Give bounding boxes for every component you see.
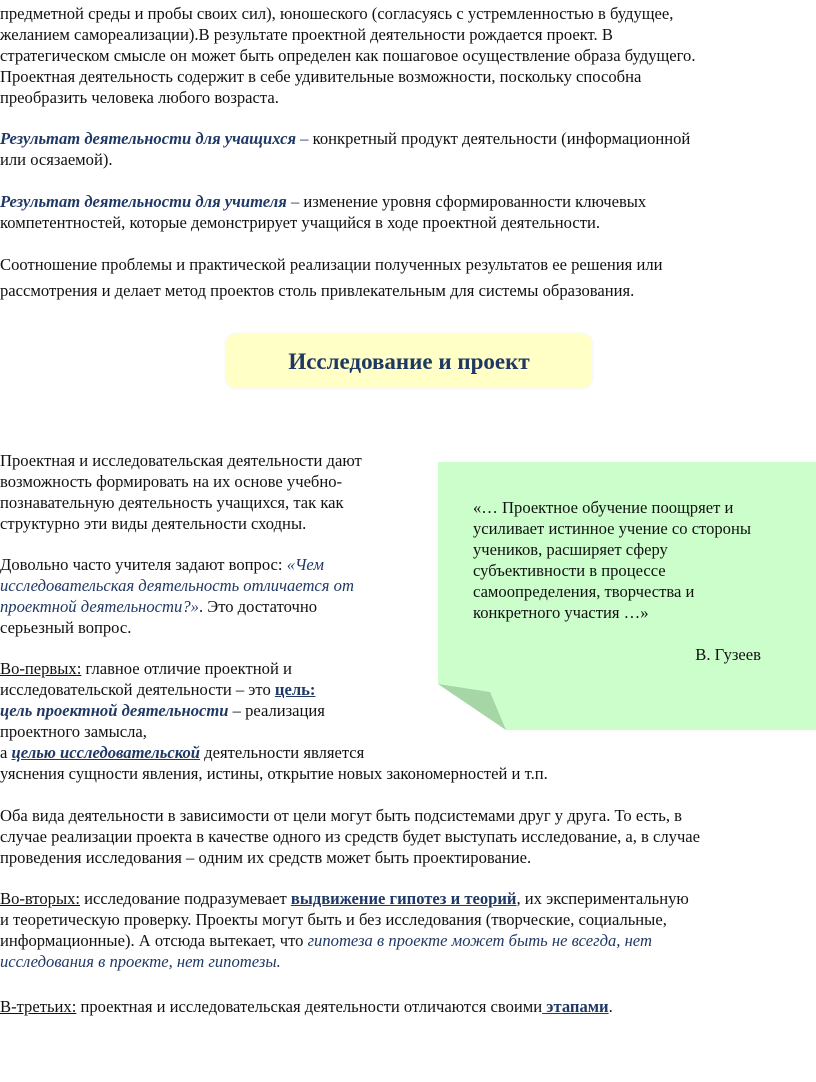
research-goal-text: деятельности является — [200, 743, 365, 762]
quote-line-2: усиливает истинное учение со стороны — [473, 519, 752, 538]
left-p2-line-4: серьезный вопрос. — [0, 618, 132, 637]
both-kinds-line-2: случае реализации проекта в качестве одного из средств будет выступать исследование, а, в случае — [0, 827, 701, 846]
left-p2-line-1 — [0, 554, 324, 575]
result-teacher-text: изменение уровня сформированности ключевых — [303, 192, 647, 211]
quote-line-3: учеников, расширяет сферу — [473, 540, 668, 559]
first-label: Во-первых: — [0, 659, 82, 678]
stages-link[interactable]: этапами — [542, 997, 609, 1016]
left-p1-line-1: Проектная и исследовательская деятельности дают — [0, 451, 362, 470]
second-line-2: и теоретическую проверку. Проекты могут быть и без исследования (творческие, социальные, — [0, 910, 667, 929]
third-label: В-третьих: — [0, 997, 77, 1016]
first-text: главное отличие проектной и — [81, 659, 292, 678]
quote-note — [438, 462, 816, 730]
goal-link[interactable]: цель: — [274, 680, 316, 699]
left-p3-line-3 — [0, 700, 325, 721]
result-students-label: Результат деятельности для учащихся — [0, 129, 297, 148]
research-goal-link[interactable]: целью исследовательской — [11, 743, 201, 762]
section-title: Исследование и проект — [288, 348, 530, 374]
intro-line-2: желанием самореализации).В результате проектной деятельности рождается проект. В — [0, 25, 613, 44]
third-text: проектная и исследовательская деятельности отличаются своими — [76, 997, 543, 1016]
question-start: «Чем — [286, 555, 324, 574]
question-end: проектной деятельности?» — [0, 597, 199, 616]
result-teacher-dash: – — [286, 192, 304, 211]
left-p3-line-1 — [0, 658, 292, 679]
second-line-4: исследования в проекте, нет гипотезы. — [0, 952, 281, 971]
left-p2-line-2: исследовательская деятельность отличается от — [0, 576, 354, 595]
quote-line-6: конкретного участия …» — [473, 603, 649, 622]
intro-line-1: предметной среды и пробы своих сил), юношеского (согласуясь с устремленностью в будущее, — [0, 4, 674, 23]
both-kinds-line-1: Оба вида деятельности в зависимости от цели могут быть подсистемами друг у друга. То есть, в — [0, 806, 682, 825]
second-label: Во-вторых: — [0, 889, 80, 908]
both-kinds-line-3: проведения исследования – одним их средств может быть проектирование. — [0, 848, 532, 867]
second-text: исследование подразумевает — [80, 889, 291, 908]
project-goal-text: – реализация — [228, 701, 325, 720]
left-p3-line-6: уяснения сущности явления, истины, открытие новых закономерностей и т.п. — [0, 764, 548, 783]
first-text-2: исследовательской деятельности – это — [0, 680, 275, 699]
left-p1-line-2: возможность формировать на их основе учебно- — [0, 472, 343, 491]
second-line-3 — [0, 930, 652, 951]
second-text-2: , их экспериментальную — [516, 889, 689, 908]
result-students-line-1 — [0, 128, 690, 149]
third-line — [0, 996, 613, 1017]
section-title-box — [226, 334, 592, 388]
research-goal-prefix: а — [0, 743, 12, 762]
left-p3-line-5 — [0, 742, 364, 763]
project-goal-label: цель проектной деятельности — [0, 701, 229, 720]
quote-line-5: самоопределения, творчества и — [473, 582, 695, 601]
left-p2-line-3 — [0, 596, 317, 617]
left-p1-line-3: познавательную деятельность учащихся, так как — [0, 493, 344, 512]
intro-line-3: стратегическом смысле он может быть определен как пошаговое осуществление образа будущего. — [0, 46, 696, 65]
second-text-3: информационные). А отсюда вытекает, что — [0, 931, 308, 950]
quote-author: В. Гузеев — [695, 645, 761, 664]
third-end: . — [608, 997, 613, 1016]
result-students-text: конкретный продукт деятельности (информационной — [312, 129, 691, 148]
question-intro: Довольно часто учителя задают вопрос: — [0, 555, 287, 574]
quote-line-4: субъективности в процессе — [473, 561, 666, 580]
result-teacher-line-2: компетентностей, которые демонстрирует учащийся в ходе проектной деятельности. — [0, 213, 601, 232]
intro-line-5: преобразить человека любого возраста. — [0, 88, 279, 107]
result-students-line-2: или осязаемой). — [0, 150, 113, 169]
result-teacher-line-1 — [0, 191, 646, 212]
left-p3-line-4: проектного замысла, — [0, 722, 147, 741]
relation-line-2: рассмотрения и делает метод проектов столь привлекательным для системы образования. — [0, 281, 635, 300]
quote-line-1: «… Проектное обучение поощряет и — [473, 498, 734, 517]
intro-line-4: Проектная деятельность содержит в себе удивительные возможности, поскольку способна — [0, 67, 642, 86]
hypotheses-link[interactable]: выдвижение гипотез и теорий — [290, 889, 517, 908]
result-teacher-label: Результат деятельности для учителя — [0, 192, 287, 211]
hypothesis-note: гипотеза в проекте может быть не всегда, нет — [307, 931, 652, 950]
question-comment: . Это достаточно — [198, 597, 317, 616]
second-line-1 — [0, 888, 689, 909]
result-students-dash: – — [296, 129, 313, 148]
left-p1-line-4: структурно эти виды деятельности сходны. — [0, 514, 307, 533]
quote-text — [473, 497, 793, 623]
left-p3-line-2 — [0, 679, 315, 700]
relation-line-1: Соотношение проблемы и практической реализации полученных результатов ее решения или — [0, 255, 663, 274]
